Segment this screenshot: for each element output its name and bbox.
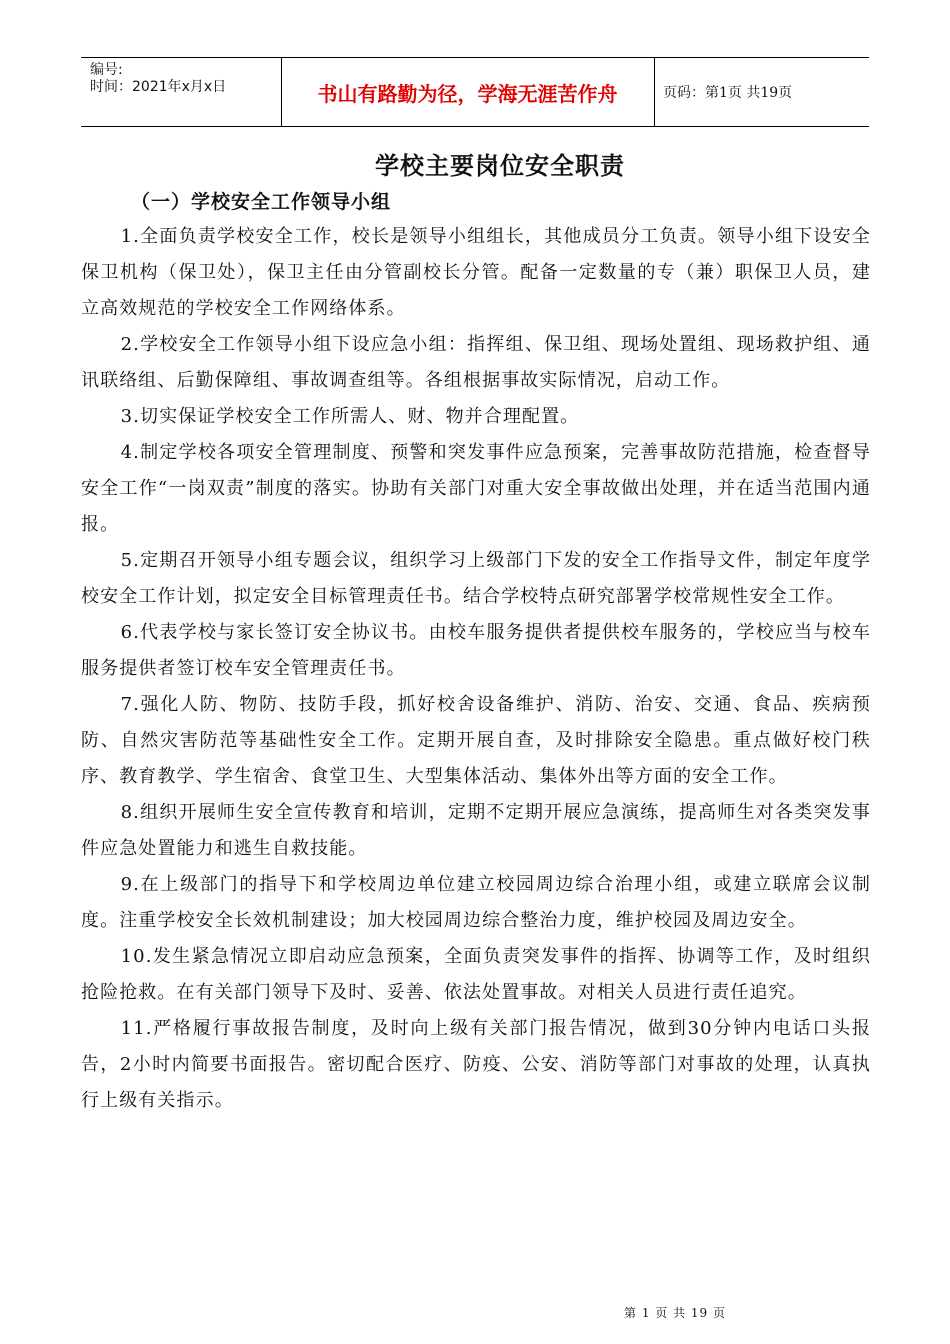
- page-footer: 第 1 页 共 19 页: [624, 1306, 726, 1320]
- paragraph: 3.切实保证学校安全工作所需人、财、物并合理配置。: [120, 406, 580, 427]
- header-meta: [90, 62, 280, 130]
- paragraph: 5.定期召开领导小组专题会议，组织学习上级部门下发的安全工作指导文件，制定年度学校安全工作计划，拟定安全目标管理责任书。结合学校特点研究部署学校常规性安全工作。: [81, 550, 871, 607]
- document-title: 学校主要岗位安全职责: [375, 152, 625, 180]
- paragraph: 6.代表学校与家长签订安全协议书。由校车服务提供者提供校车服务的，学校应当与校车服务提供者签订校车安全管理责任书。: [81, 622, 871, 679]
- header-motto: 书山有路勤为径，学海无涯苦作舟: [317, 81, 618, 106]
- document-date-label: 时间：2021年x月x日: [90, 79, 227, 95]
- paragraph: 10.发生紧急情况立即启动应急预案，全面负责突发事件的指挥、协调等工作，及时组织抢险抢救。在有关部门领导下及时、妥善、依法处置事故。对相关人员进行责任追究。: [81, 946, 871, 1003]
- header-page-number: 页码：第1页 共19页: [663, 85, 793, 101]
- section-heading: （一）学校安全工作领导小组: [131, 191, 392, 213]
- header-divider-right: [654, 58, 655, 126]
- document-header: [81, 57, 869, 127]
- document-body: [81, 219, 871, 1119]
- paragraph: 2.学校安全工作领导小组下设应急小组：指挥组、保卫组、现场处置组、现场救护组、通讯联络组、后勤保障组、事故调查组等。各组根据事故实际情况，启动工作。: [81, 334, 871, 391]
- paragraph: 4.制定学校各项安全管理制度、预警和突发事件应急预案，完善事故防范措施，检查督导安全工作“一岗双责”制度的落实。协助有关部门对重大安全事故做出处理，并在适当范围内通报。: [81, 442, 871, 535]
- paragraph: 9.在上级部门的指导下和学校周边单位建立校园周边综合治理小组，或建立联席会议制度。注重学校安全长效机制建设；加大校园周边综合整治力度，维护校园及周边安全。: [81, 874, 871, 931]
- paragraph: 1.全面负责学校安全工作，校长是领导小组组长，其他成员分工负责。领导小组下设安全保卫机构（保卫处），保卫主任由分管副校长分管。配备一定数量的专（兼）职保卫人员，建立高效规范的学校安全工作网络体系。: [81, 226, 871, 319]
- paragraph: 7.强化人防、物防、技防手段，抓好校舍设备维护、消防、治安、交通、食品、疾病预防、自然灾害防范等基础性安全工作。定期开展自查，及时排除安全隐患。重点做好校门秩序、教育教学、学生宿舍、食堂卫生、大型集体活动、集体外出等方面的安全工作。: [81, 694, 871, 787]
- document-number-label: 编号:: [90, 62, 123, 78]
- paragraph: 8.组织开展师生安全宣传教育和培训，定期不定期开展应急演练，提高师生对各类突发事件应急处置能力和逃生自救技能。: [81, 802, 871, 859]
- paragraph: 11.严格履行事故报告制度，及时向上级有关部门报告情况，做到30分钟内电话口头报告，2小时内简要书面报告。密切配合医疗、防疫、公安、消防等部门对事故的处理，认真执行上级有关指示。: [81, 1018, 871, 1111]
